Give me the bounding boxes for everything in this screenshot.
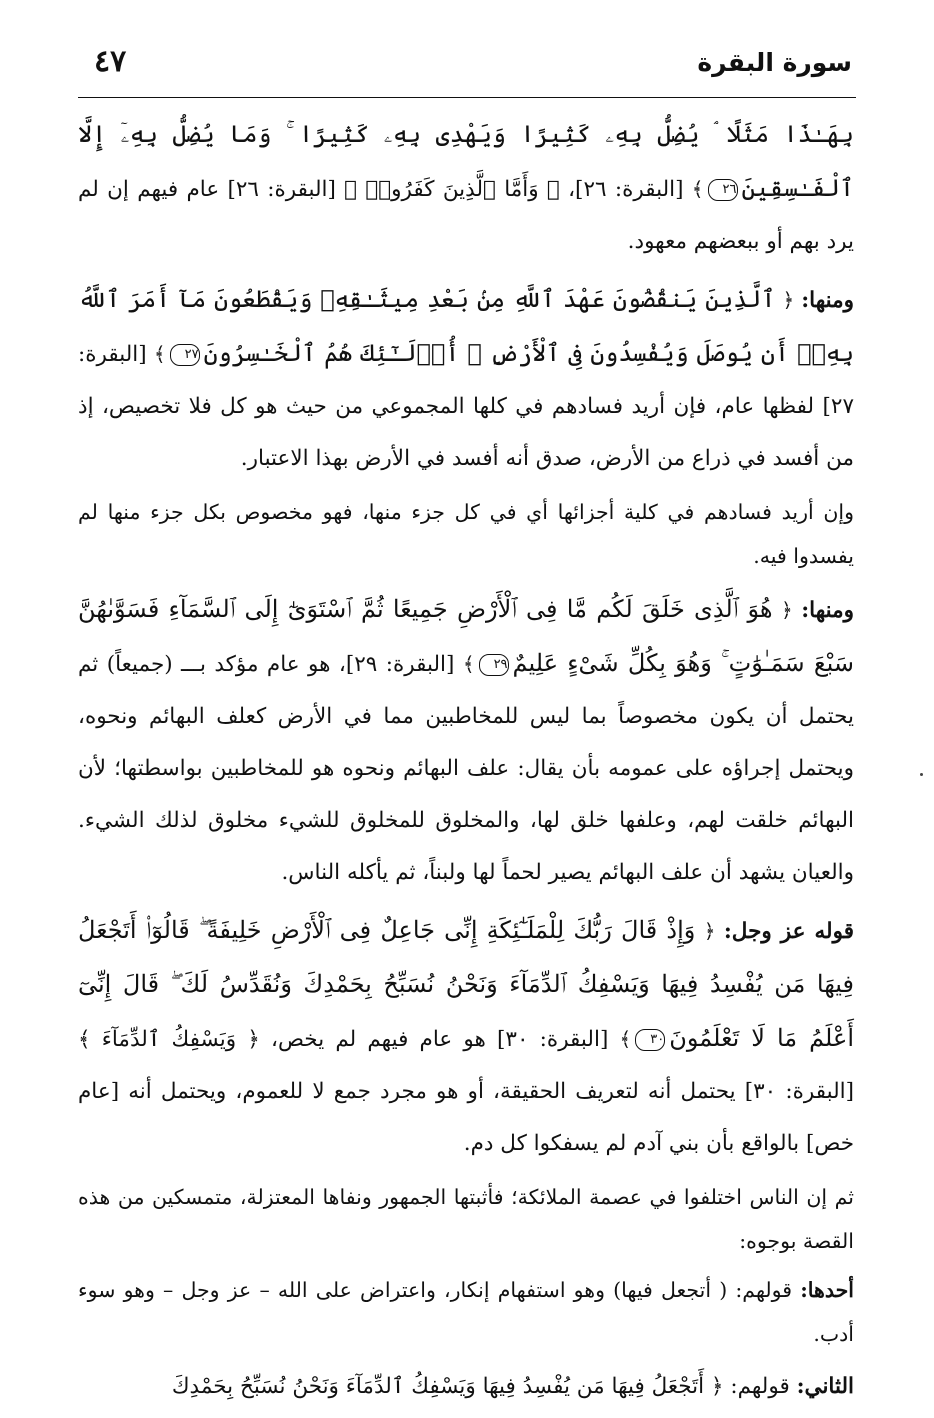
paragraph-text: [البقرة: ٢٧] لفظها عام، فإن أريد فسادهم في كلها المجموعي من حيث هو كل فلا تخصيص، إذ من أفسد في ذراع من الأرض، صدق أنه أفسد في الأرض بهذا الاعتبار. [78, 342, 854, 471]
margin-speck [920, 773, 923, 776]
paragraph-lead: أحدها: [800, 1278, 854, 1302]
quran-verse: ٱلَّذِينَ يَنقُضُونَ عَهْدَ ٱللَّهِ مِنۢ بَعْدِ مِيثَـٰقِهِۦ وَيَقْطَعُونَ مَآ أَمَرَ ٱللَّهُ بِهِۦٓ أَن يُوصَلَ وَيُفْسِدُونَ فِى ٱلْأَرْضِ ۚ أُو۟لَـٰٓئِكَ هُمُ ٱلْخَـٰسِرُونَ [78, 285, 855, 367]
ayah-number-marker: ٢٧ [170, 344, 200, 366]
quran-verse: هُوَ ٱلَّذِى خَلَقَ لَكُم مَّا فِى ٱلْأَرْضِ جَمِيعًا ثُمَّ ٱسْتَوَىٰٓ إِلَى ٱلسَّمَآءِ فَسَوَّىٰهُنَّ سَبْعَ سَمَـٰوَٰتٍ ۚ وَهُوَ بِكُلِّ شَىْءٍ عَلِيمٌ [78, 595, 854, 677]
paragraph-3 [78, 490, 854, 578]
quran-open-bracket: ﴿ [782, 288, 795, 312]
quran-close-bracket: ﴾ [691, 177, 704, 201]
quran-close-bracket: ﴾ [619, 1027, 632, 1051]
ayah-number-marker: ٣٠ [635, 1029, 665, 1051]
ayah-number-marker: ٢٩ [479, 654, 509, 676]
paragraph-text: [البقرة: ٣٠] هو عام فيهم لم يخص، ﴿ وَيَسْفِكُ ٱلدِّمَآءَ ﴾ [البقرة: ٣٠] يحتمل أنه لتعريف الحقيقة، أو هو مجرد جمع لا للعموم، ويحتمل أنه [عام خص] بالواقع بأن بني آدم لم يسفكوا كل دم. [78, 1027, 855, 1156]
paragraph-7 [78, 1268, 854, 1356]
ayah-number-marker: ٢٦ [708, 179, 738, 201]
quran-close-bracket: ﴾ [153, 342, 166, 366]
paragraph-lead: ومنها: [801, 288, 854, 313]
paragraph-6 [78, 1175, 854, 1263]
header-divider [78, 97, 856, 98]
paragraph-text: [البقرة: ٢٩]، هو عام مؤكد بـــ (جميعاً) ثم يحتمل أن يكون مخصوصاً بما ليس للمخاطبين مما في الأرض كعلف البهائم ونحوه، ويحتمل إجراؤه على عمومه بأن يقال: علف البهائم ونحوه هو للمخاطبين بواسطتها؛ لأن البهائم خلقت لهم، وعلفها خلق لها، والمخلوق للمخلوق للشيء مخلوق لذلك الشيء. والعيان يشهد أن علف البهائم يصير لحماً لها ولبناً، ثم يأكله الناس. [78, 652, 854, 885]
quran-open-bracket: ﴿ [703, 919, 716, 943]
page-number: ٤٧ [94, 44, 127, 79]
paragraph-text: [البقرة: ٢٦]، ﴿ وَأَمَّا ٱلَّذِينَ كَفَرُوا۟ ﴾ [البقرة: ٢٦] عام فيهم إن لم يرد بهم أو ببعضهم معهود. [78, 177, 854, 254]
paragraph-lead: الثاني: [796, 1374, 854, 1399]
paragraph-5 [78, 904, 854, 1170]
quran-verse: بِهَـٰذَا مَثَلًا ۘ يُضِلُّ بِهِۦ كَثِيرًا وَيَهْدِى بِهِۦ كَثِيرًا ۚ وَمَا يُضِلُّ بِهِۦٓ إِلَّا ٱلْفَـٰسِقِينَ [78, 120, 854, 202]
quran-open-bracket: ﴿ [781, 598, 793, 622]
paragraph-text: وإن أريد فسادهم في كلية أجزائها أي في كل جزء منها، فهو مخصوص بكل جزء منها لم يفسدوا فيه. [78, 500, 854, 568]
paragraph-2 [78, 273, 854, 485]
quran-close-bracket: ﴾ [462, 652, 475, 676]
quran-verse: وَإِذْ قَالَ رَبُّكَ لِلْمَلَـٰٓئِكَةِ إِنِّى جَاعِلٌ فِى ٱلْأَرْضِ خَلِيفَةً ۖ قَالُوٓا۟ أَتَجْعَلُ فِيهَا مَن يُفْسِدُ فِيهَا وَيَسْفِكُ ٱلدِّمَآءَ وَنَحْنُ نُسَبِّحُ بِحَمْدِكَ وَنُقَدِّسُ لَكَ ۖ قَالَ إِنِّىٓ أَعْلَمُ مَا لَا تَعْلَمُونَ [78, 916, 854, 1052]
paragraph-lead: ومنها: [801, 598, 854, 623]
paragraph-lead: قوله عز وجل: [723, 919, 854, 944]
surah-title: سورة البقرة [697, 48, 852, 77]
page-body [78, 108, 854, 1418]
paragraph-8 [78, 1361, 854, 1413]
paragraph-text: قولهم: ﴿ أَتَجْعَلُ فِيهَا مَن يُفْسِدُ فِيهَا وَيَسْفِكُ ٱلدِّمَآءَ وَنَحْنُ نُسَبِّحُ بِحَمْدِكَ [171, 1374, 790, 1399]
paragraph-text: ثم إن الناس اختلفوا في عصمة الملائكة؛ فأثبتها الجمهور ونفاها المعتزلة، متمسكين من هذه القصة بوجوه: [78, 1185, 854, 1253]
paragraph-1 [78, 108, 854, 268]
page-header [78, 40, 856, 96]
paragraph-4 [78, 583, 854, 899]
paragraph-text: قولهم: ( أتجعل فيها) وهو استفهام إنكار، واعتراض على الله – عز وجل – وهو سوء أدب. [78, 1278, 854, 1346]
